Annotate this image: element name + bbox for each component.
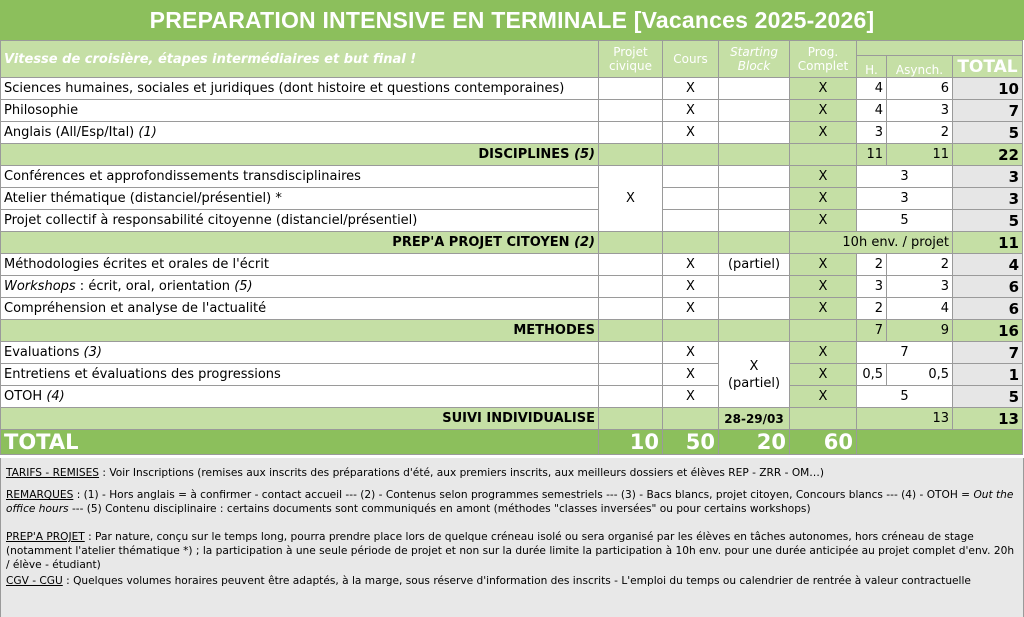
cours-mark: X [663, 298, 719, 320]
hours-cell: 4 [857, 100, 887, 122]
row-label: Anglais (All/Esp/Ital) (1) [1, 122, 599, 144]
prog-mark: X [790, 298, 857, 320]
table-row [1, 188, 1023, 210]
table-row [1, 254, 1023, 276]
total-cell: 5 [953, 386, 1023, 408]
col-header-starting: Starting Block [719, 41, 790, 78]
total-cell: 13 [953, 408, 1023, 430]
prog-mark: X [790, 188, 857, 210]
cours-mark: X [663, 122, 719, 144]
prog-mark: X [790, 364, 857, 386]
starting-partiel-cell: X (partiel) [719, 342, 790, 408]
total-cell: 7 [953, 342, 1023, 364]
total-cell: 4 [953, 254, 1023, 276]
summary-row [1, 320, 1023, 342]
hours-cell: 3 [857, 188, 953, 210]
total-cell: 1 [953, 364, 1023, 386]
total-cell: 3 [953, 188, 1023, 210]
total-cell: 16 [953, 320, 1023, 342]
remarques-note: REMARQUES : (1) - Hors anglais = à confirmer - contact accueil --- (2) - Contenus selon programmes semestriels --- (3) - Bacs blancs, projet citoyen, Concours blancs --- (4) - OTOH = Out the office hours --- (5) Contenu disciplinaire : certains documents sont communiqués en amont (méthodes "classes inversées" ou pour certains workshops) [6, 489, 1014, 515]
grand-total-label: TOTAL [1, 430, 599, 455]
hours-cell: 7 [857, 320, 887, 342]
starting-cell: (partiel) [719, 254, 790, 276]
row-label: Entretiens et évaluations des progressions [1, 364, 599, 386]
cours-mark: X [663, 100, 719, 122]
col-header-prog: Prog. Complet [790, 41, 857, 78]
table-row [1, 342, 1023, 364]
grand-total-row [1, 430, 1023, 455]
col-header-projet: Projet civique [599, 41, 663, 78]
table-row [1, 386, 1023, 408]
prog-mark: X [790, 254, 857, 276]
subtitle: Vitesse de croisière, étapes intermédiaires et but final ! [1, 41, 599, 78]
grand-total-projet: 10 [599, 430, 663, 455]
col-header-total: TOTAL [953, 56, 1023, 78]
tarifs-note: TARIFS - REMISES : Voir Inscriptions (remises aux inscrits des préparations d'été, aux premiers inscrits, aux meilleurs dossiers et élèves REP - ZRR - OM…) [6, 467, 825, 479]
prog-mark: X [790, 210, 857, 232]
asynch-cell: 11 [887, 144, 953, 166]
total-cell: 6 [953, 298, 1023, 320]
hours-cell: 3 [857, 166, 953, 188]
prog-mark: X [790, 276, 857, 298]
row-label: Sciences humaines, sociales et juridiques (dont histoire et questions contemporaines) [1, 78, 599, 100]
asynch-cell: 3 [887, 276, 953, 298]
asynch-cell: 13 [857, 408, 953, 430]
col-header-h: H. [857, 56, 887, 78]
table-row [1, 364, 1023, 386]
hours-cell: 3 [857, 122, 887, 144]
total-cell: 3 [953, 166, 1023, 188]
row-label: Conférences et approfondissements transdisciplinaires [1, 166, 599, 188]
hours-cell: 11 [857, 144, 887, 166]
prog-mark: X [790, 78, 857, 100]
grand-total-starting: 20 [719, 430, 790, 455]
asynch-cell: 4 [887, 298, 953, 320]
prog-mark: X [790, 100, 857, 122]
row-label: Philosophie [1, 100, 599, 122]
row-label: Evaluations (3) [1, 342, 599, 364]
hours-cell: 0,5 [857, 364, 887, 386]
col-header-cours: Cours [663, 41, 719, 78]
summary-label: DISCIPLINES (5) [1, 144, 599, 166]
table-row [1, 166, 1023, 188]
table-row [1, 210, 1023, 232]
summary-row [1, 232, 1023, 254]
summary-label: SUIVI INDIVIDUALISE [1, 408, 599, 430]
summary-info: 10h env. / projet [790, 232, 953, 254]
total-cell: 5 [953, 210, 1023, 232]
row-label: OTOH (4) [1, 386, 599, 408]
cours-mark: X [663, 276, 719, 298]
asynch-cell: 2 [887, 254, 953, 276]
table-row [1, 100, 1023, 122]
row-label: Workshops : écrit, oral, orientation (5) [1, 276, 599, 298]
summary-label: METHODES [1, 320, 599, 342]
cours-mark: X [663, 364, 719, 386]
summary-label: PREP'A PROJET CITOYEN (2) [1, 232, 599, 254]
total-cell: 11 [953, 232, 1023, 254]
prog-mark: X [790, 386, 857, 408]
asynch-cell: 6 [887, 78, 953, 100]
table-row [1, 276, 1023, 298]
cours-mark: X [663, 254, 719, 276]
asynch-cell: 9 [887, 320, 953, 342]
page-title: PREPARATION INTENSIVE EN TERMINALE [Vacances 2025-2026] [0, 0, 1024, 40]
hours-cell: 5 [857, 210, 953, 232]
total-cell: 22 [953, 144, 1023, 166]
projet-mark: X [599, 166, 663, 232]
row-label: Méthodologies écrites et orales de l'écrit [1, 254, 599, 276]
asynch-cell: 2 [887, 122, 953, 144]
prog-mark: X [790, 122, 857, 144]
hours-cell: 2 [857, 254, 887, 276]
row-label: Atelier thématique (distanciel/présentiel) * [1, 188, 599, 210]
row-label: Compréhension et analyse de l'actualité [1, 298, 599, 320]
asynch-cell: 3 [887, 100, 953, 122]
asynch-cell: 0,5 [887, 364, 953, 386]
summary-row [1, 144, 1023, 166]
summary-dates: 28-29/03 [719, 408, 790, 430]
total-cell: 10 [953, 78, 1023, 100]
cours-mark: X [663, 342, 719, 364]
prog-mark: X [790, 342, 857, 364]
total-cell: 6 [953, 276, 1023, 298]
table-row [1, 78, 1023, 100]
hours-cell: 2 [857, 298, 887, 320]
prog-mark: X [790, 166, 857, 188]
hours-cell: 3 [857, 276, 887, 298]
grand-total-cours: 50 [663, 430, 719, 455]
summary-row [1, 408, 1023, 430]
hours-cell: 7 [857, 342, 953, 364]
header-row [1, 41, 1023, 56]
hours-cell: 5 [857, 386, 953, 408]
cgv-note: CGV - CGU : Quelques volumes horaires peuvent être adaptés, à la marge, sous réserve d'information des inscrits - L'emploi du temps ou calendrier de rentrée à valeur contractuelle [6, 575, 971, 587]
grand-total-prog: 60 [790, 430, 857, 455]
table-row [1, 298, 1023, 320]
hours-cell: 4 [857, 78, 887, 100]
table-row [1, 122, 1023, 144]
prepa-note: PREP'A PROJET : Par nature, conçu sur le temps long, pourra prendre place lors de quelque créneau isolé ou sera organisé par les élèves en tâches autonomes, hors créneau de stage (notamment l'atelier thématique *) ; la participation à une seule période de projet et non sur la durée limite la participation à 10h env. pour une durée anticipée au projet complet d'env. 20h / élève - étudiant) [6, 531, 1015, 571]
col-header-asynch: Asynch. [887, 56, 953, 78]
schedule-table [0, 40, 1023, 455]
cours-mark: X [663, 386, 719, 408]
total-cell: 5 [953, 122, 1023, 144]
notes-section [0, 458, 1024, 617]
total-cell: 7 [953, 100, 1023, 122]
row-label: Projet collectif à responsabilité citoyenne (distanciel/présentiel) [1, 210, 599, 232]
cours-mark: X [663, 78, 719, 100]
